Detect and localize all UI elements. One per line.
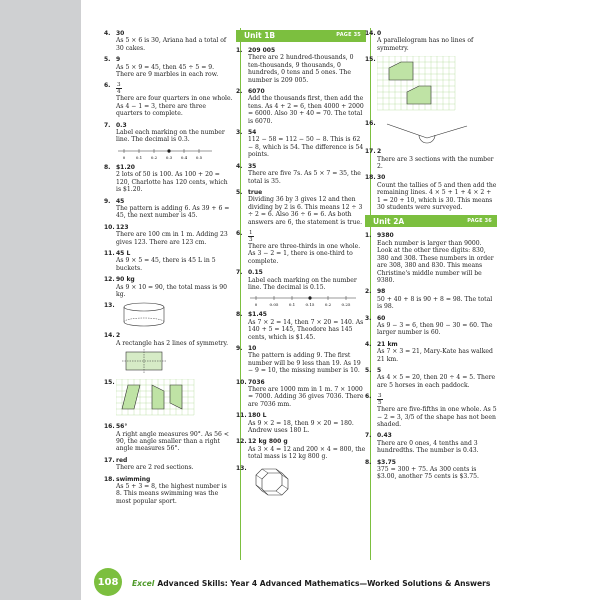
svg-text:0.4: 0.4 bbox=[180, 154, 188, 160]
answer-item: 11. 180 L As 9 × 2 = 18, then 9 × 20 = 180. Andrew uses 180 L. bbox=[236, 412, 354, 435]
answer-item: 10. 123 There are 100 cm in 1 m. Adding 23 gives 123. There are 123 cm. bbox=[104, 223, 228, 246]
angle-figure bbox=[377, 120, 473, 144]
svg-text:0.25: 0.25 bbox=[341, 302, 351, 308]
answer-item: 8. $1.45 As 7 × 2 = 14, then 7 × 20 = 140. As 140 + 5 = 145, Theodore has 145 cents, which is $1.45. bbox=[236, 311, 364, 341]
page-margin-strip bbox=[0, 0, 81, 600]
answer-item: 4. 30 As 5 × 6 is 30, Ariana had a total of 30 cakes. bbox=[104, 30, 227, 52]
unit-header: Unit 1B PAGE 35 bbox=[236, 30, 366, 42]
octagonal-prism-figure bbox=[248, 465, 298, 501]
answer-item: 4. 21 km As 7 × 3 = 21, Mary-Kate has walked 21 km. bbox=[365, 340, 493, 363]
answer-item: 16. 56° A right angle measures 90°. As 56 < 90, the angle smaller than a right angle measures 56°. bbox=[104, 423, 229, 453]
answer-item: 9. 10 The pattern is adding 9. The first number will be 9 less than 19. As 19 − 9 = 10, the missing number is 10. bbox=[236, 345, 361, 375]
shape-grid-figure bbox=[116, 379, 196, 419]
answers-column-2 bbox=[236, 30, 366, 505]
footer-title: Advanced Skills: Year 4 Advanced Mathematics—Worked Solutions & Answers bbox=[157, 578, 491, 588]
svg-text:0.2: 0.2 bbox=[150, 154, 158, 160]
answer-item: 10. 7036 There are 1000 mm in 1 m. 7 × 1000 = 7000. Adding 36 gives 7036. There are 7036 mm. bbox=[236, 378, 364, 408]
answer-item: 11. 45 L As 9 × 5 = 45, there is 45 L in 5 buckets. bbox=[104, 249, 216, 272]
answer-item: 14. 2 A rectangle has 2 lines of symmetry. bbox=[116, 332, 234, 375]
answer-item: 5. true Dividing 36 by 3 gives 12 and then dividing by 2 is 6. This means 12 ÷ 3 ÷ 2 = 6. Also 36 ÷ 6 = 6. As both answers are 6, the statement is true. bbox=[236, 188, 363, 226]
answer-item: 8. $3.75 375 = 300 + 75. As 300 cents is $3.00, another 75 cents is $3.75. bbox=[365, 458, 479, 481]
svg-text:0.5: 0.5 bbox=[195, 154, 203, 160]
answer-item: 13. bbox=[248, 465, 366, 501]
svg-text:0: 0 bbox=[254, 302, 258, 308]
translated-shape-figure bbox=[377, 56, 457, 116]
answer-item: 9. 45 The pattern is adding 6. As 39 + 6 = 45, the next number is 45. bbox=[104, 197, 230, 220]
answer-item: 3. 54 112 − 58 = 112 − 50 − 8. This is 62 − 8, which is 54. The difference is 54 points. bbox=[236, 129, 364, 159]
answer-item: 18. 30 Count the tallies of 5 and then add the remaining lines. 4 × 5 + 1 + 4 × 2 + 1 = 20 + 10, which is 30. This means 30 students were surveyed. bbox=[365, 174, 497, 212]
answers-column-3 bbox=[365, 30, 497, 485]
answer-item: 13. bbox=[116, 302, 234, 328]
answer-item: 6. $\frac{3}{5}$ There are five-fifths in one whole. As 5 − 2 = 3, 3/5 of the shape has not been shaded. bbox=[365, 393, 497, 428]
number-line-figure bbox=[116, 146, 216, 160]
answer-item: 5. 9 As 5 × 9 = 45, then 45 ÷ 5 = 9. There are 9 marbles in each row. bbox=[104, 56, 219, 79]
fraction: $\frac{3}{4}$ bbox=[117, 82, 121, 96]
answer-item: 2. 98 50 + 40 + 8 is 90 + 8 = 98. The total is 98. bbox=[365, 288, 493, 311]
footer bbox=[96, 576, 490, 590]
page-number: 108 bbox=[94, 568, 122, 596]
answer-item: 1. 209 005 There are 2 hundred-thousands, 0 ten-thousands, 9 thousands, 0 hundreds, 0 tens and 5 ones. The number is 209 005. bbox=[236, 47, 354, 84]
svg-text:0.3: 0.3 bbox=[165, 154, 173, 160]
column-divider bbox=[240, 28, 241, 560]
footer-brand: Excel bbox=[132, 578, 155, 588]
answer-item: 3. 60 As 9 − 3 = 6, then 90 − 30 = 60. The larger number is 60. bbox=[365, 314, 493, 337]
answer-item: 14. 0 A parallelogram has no lines of symmetry. bbox=[365, 30, 474, 52]
answer-item: 17. 2 There are 3 sections with the number 2. bbox=[365, 148, 494, 171]
answer-item: 1. 9380 Each number is larger than 9000. Look at the other three digits: 830, 380 and 308. These numbers in order are 308, 380 and 830. This means Christine's middle number will be 9380. bbox=[365, 232, 494, 284]
answer-item: 6. $\frac{1}{3}$ There are three-thirds in one whole. As 3 − 2 = 1, there is one-third to complete. bbox=[236, 229, 361, 265]
answer-item: 12. 12 kg 800 g As 3 × 4 = 12 and 200 × 4 = 800, the total mass is 12 kg 800 g. bbox=[236, 438, 366, 461]
answer-item: 4. 35 There are five 7s. As 5 × 7 = 35, the total is 35. bbox=[236, 162, 361, 185]
answer-item: 7. 0.3 Label each marking on the number line. The decimal is 0.3. 0 0.1 0.2 0.3 0.4 0.5 bbox=[104, 121, 225, 160]
answer-item: 7. 0.15 Label each marking on the number line. The decimal is 0.15. 0 0.05 0.1 0.15 0.2 0.25 bbox=[248, 269, 366, 307]
answer-item: 6. $\frac{3}{4}$ There are four quarters in one whole. As 4 − 1 = 3, there are three quarters to complete. bbox=[104, 82, 233, 118]
number-line-figure bbox=[248, 293, 360, 307]
answer-item: 7. 0.43 There are 0 ones, 4 tenths and 3 hundredths. The number is 0.43. bbox=[365, 432, 479, 455]
answer-item: 12. 90 kg As 9 × 10 = 90, the total mass is 90 kg. bbox=[104, 276, 228, 298]
answer-item: 18. swimming As 5 + 3 = 8, the highest number is 8. This means swimming was the most popular sport. bbox=[104, 475, 227, 505]
svg-text:0.05: 0.05 bbox=[269, 302, 279, 308]
cylinder-figure bbox=[116, 302, 176, 328]
fraction: $\frac{1}{3}$ bbox=[249, 229, 253, 243]
fraction: $\frac{3}{5}$ bbox=[378, 393, 382, 407]
svg-text:0.15: 0.15 bbox=[305, 302, 315, 308]
answer-item: 8. $1.20 2 lots of 50 is 100. As 100 + 20 = 120, Charlotte has 120 cents, which is $1.20. bbox=[104, 163, 228, 194]
svg-text:0.2: 0.2 bbox=[324, 302, 332, 308]
svg-text:0.1: 0.1 bbox=[288, 302, 296, 308]
svg-text:0: 0 bbox=[122, 154, 126, 160]
answer-item: 15. bbox=[116, 379, 234, 419]
answer-item: 2. 6070 Add the thousands first, then add the tens. As 4 + 2 = 6, then 4000 + 2000 = 6000. Also 30 + 40 = 70. The total is 6070. bbox=[236, 88, 364, 125]
unit-header: Unit 2A PAGE 36 bbox=[365, 215, 497, 227]
answer-item: 17. red There are 2 red sections. bbox=[104, 456, 194, 472]
answer-item: 15. bbox=[377, 56, 497, 116]
answers-column-1 bbox=[104, 30, 234, 509]
answer-item: 5. 5 As 4 × 5 = 20, then 20 ÷ 4 = 5. There are 5 horses in each paddock. bbox=[365, 366, 496, 389]
answer-item: 16. bbox=[377, 120, 497, 144]
rectangle-symmetry-figure bbox=[116, 349, 176, 375]
svg-text:0.1: 0.1 bbox=[135, 154, 143, 160]
